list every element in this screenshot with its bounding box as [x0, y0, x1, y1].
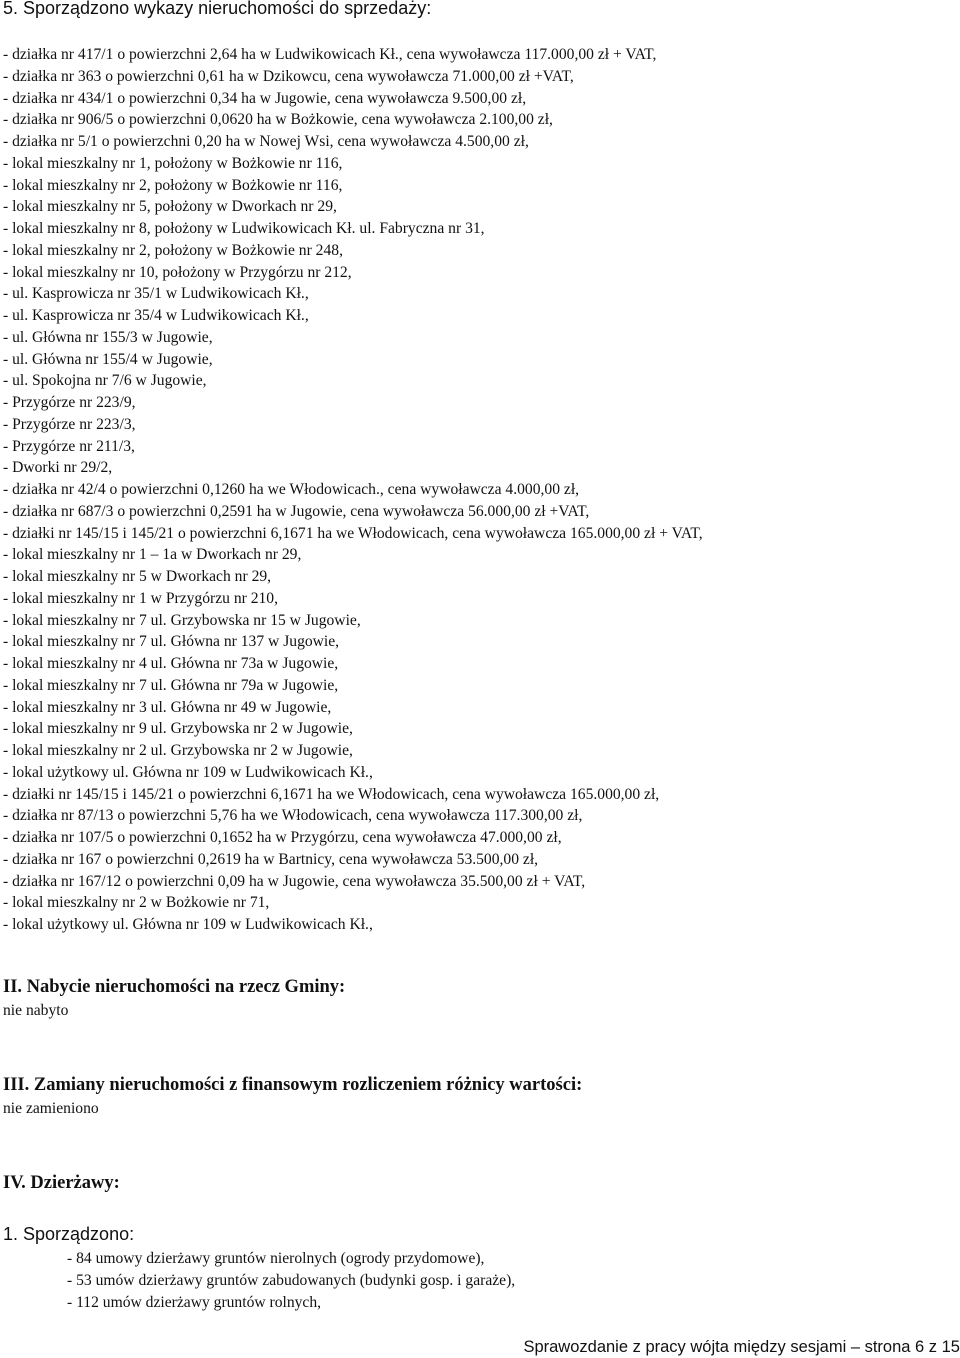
- list-item: - działka nr 107/5 o powierzchni 0,1652 ha w Przygórzu, cena wywoławcza 47.000,00 zł,: [3, 829, 562, 846]
- page-footer: Sprawozdanie z pracy wójta między sesjami – strona 6 z 15: [523, 1338, 960, 1356]
- list-item: - Przygórze nr 223/9,: [3, 394, 136, 411]
- list-item: - 53 umów dzierżawy gruntów zabudowanych (budynki gosp. i garaże),: [67, 1271, 516, 1289]
- list-item: - lokal mieszkalny nr 1 w Przygórzu nr 210,: [3, 589, 278, 607]
- list-item: - lokal mieszkalny nr 1, położony w Bożkowie nr 116,: [3, 154, 343, 172]
- list-item: - lokal mieszkalny nr 2 ul. Grzybowska nr 2 w Jugowie,: [3, 742, 353, 759]
- list-item: - lokal mieszkalny nr 3 ul. Główna nr 49 w Jugowie,: [3, 698, 332, 716]
- list-item: - działka nr 906/5 o powierzchni 0,0620 ha w Bożkowie, cena wywoławcza 2.100,00 zł,: [3, 111, 553, 129]
- list-item: - działka nr 363 o powierzchni 0,61 ha w Dzikowcu, cena wywoławcza 71.000,00 zł +VAT,: [3, 67, 574, 85]
- list-item: - lokal mieszkalny nr 5, położony w Dworkach nr 29,: [3, 198, 337, 216]
- list-item: - lokal mieszkalny nr 10, położony w Przygórzu nr 212,: [3, 263, 352, 281]
- list-item: - lokal mieszkalny nr 2, położony w Bożkowie nr 248,: [3, 241, 343, 259]
- list-item: - ul. Główna nr 155/3 w Jugowie,: [3, 328, 213, 346]
- section-ii-title: II. Nabycie nieruchomości na rzecz Gminy:: [3, 977, 346, 997]
- list-item: - działka nr 434/1 o powierzchni 0,34 ha w Jugowie, cena wywoławcza 9.500,00 zł,: [3, 89, 527, 107]
- list-item: - Przygórze nr 223/3,: [3, 415, 136, 433]
- list-item: - ul. Główna nr 155/4 w Jugowie,: [3, 350, 213, 368]
- list-item: - ul. Kasprowicza nr 35/1 w Ludwikowicach Kł.,: [3, 285, 309, 303]
- lease-list: [67, 1248, 515, 1313]
- list-item: - lokal mieszkalny nr 9 ul. Grzybowska nr 2 w Jugowie,: [3, 720, 353, 738]
- list-item: - działki nr 145/15 i 145/21 o powierzchni 6,1671 ha we Włodowicach, cena wywoławcza 165.000,00 zł,: [3, 785, 660, 803]
- list-item: - działka nr 42/4 o powierzchni 0,1260 ha we Włodowicach., cena wywoławcza 4.000,00 zł,: [3, 481, 580, 498]
- list-item: - 112 umów dzierżawy gruntów rolnych,: [67, 1293, 322, 1311]
- list-item: - lokal użytkowy ul. Główna nr 109 w Ludwikowicach Kł.,: [3, 763, 373, 781]
- list-item: - lokal mieszkalny nr 5 w Dworkach nr 29,: [3, 568, 272, 585]
- section-ii-text: nie nabyto: [3, 1002, 69, 1019]
- list-item: - 84 umowy dzierżawy gruntów nierolnych (ogrody przydomowe),: [67, 1250, 485, 1267]
- list-item: - działka nr 5/1 o powierzchni 0,20 ha w Nowej Wsi, cena wywoławcza 4.500,00 zł,: [3, 133, 529, 150]
- section-5-heading: 5. Sporządzono wykazy nieruchomości do sprzedaży:: [3, 0, 432, 18]
- list-item: - działka nr 87/13 o powierzchni 5,76 ha we Włodowicach, cena wywoławcza 117.300,00 zł,: [3, 807, 583, 825]
- list-item: - działka nr 417/1 o powierzchni 2,64 ha w Ludwikowicach Kł., cena wywoławcza 117.000,00 zł + VAT,: [3, 46, 657, 63]
- section-iii-title: III. Zamiany nieruchomości z finansowym rozliczeniem różnicy wartości:: [3, 1075, 583, 1095]
- section-iv-subheading: 1. Sporządzono:: [3, 1224, 135, 1244]
- list-item: - lokal mieszkalny nr 8, położony w Ludwikowicach Kł. ul. Fabryczna nr 31,: [3, 220, 485, 237]
- list-item: - lokal użytkowy ul. Główna nr 109 w Ludwikowicach Kł.,: [3, 916, 373, 933]
- list-item: - lokal mieszkalny nr 4 ul. Główna nr 73a w Jugowie,: [3, 655, 339, 672]
- list-item: - lokal mieszkalny nr 7 ul. Grzybowska nr 15 w Jugowie,: [3, 611, 361, 629]
- section-iv-title: IV. Dzierżawy:: [3, 1173, 120, 1193]
- list-item: - lokal mieszkalny nr 1 – 1a w Dworkach nr 29,: [3, 546, 302, 564]
- list-item: - lokal mieszkalny nr 2, położony w Bożkowie nr 116,: [3, 176, 343, 194]
- list-item: - lokal mieszkalny nr 7 ul. Główna nr 137 w Jugowie,: [3, 633, 340, 651]
- list-item: - Przygórze nr 211/3,: [3, 437, 135, 455]
- list-item: - lokal mieszkalny nr 7 ul. Główna nr 79a w Jugowie,: [3, 676, 339, 694]
- section-iii-text: nie zamieniono: [3, 1100, 99, 1117]
- list-item: - ul. Kasprowicza nr 35/4 w Ludwikowicach Kł.,: [3, 307, 309, 324]
- list-item: - lokal mieszkalny nr 2 w Bożkowie nr 71,: [3, 894, 270, 912]
- list-item: - działka nr 167 o powierzchni 0,2619 ha w Bartnicy, cena wywoławcza 53.500,00 zł,: [3, 850, 539, 868]
- list-item: - ul. Spokojna nr 7/6 w Jugowie,: [3, 372, 207, 390]
- list-item: - działka nr 687/3 o powierzchni 0,2591 ha w Jugowie, cena wywoławcza 56.000,00 zł +VAT,: [3, 502, 590, 520]
- property-sale-list: [3, 44, 703, 936]
- list-item: - działka nr 167/12 o powierzchni 0,09 ha w Jugowie, cena wywoławcza 35.500,00 zł + VAT,: [3, 872, 586, 890]
- list-item: - Dworki nr 29/2,: [3, 459, 113, 477]
- list-item: - działki nr 145/15 i 145/21 o powierzchni 6,1671 ha we Włodowicach, cena wywoławcza 165.000,00 zł + VAT,: [3, 524, 703, 542]
